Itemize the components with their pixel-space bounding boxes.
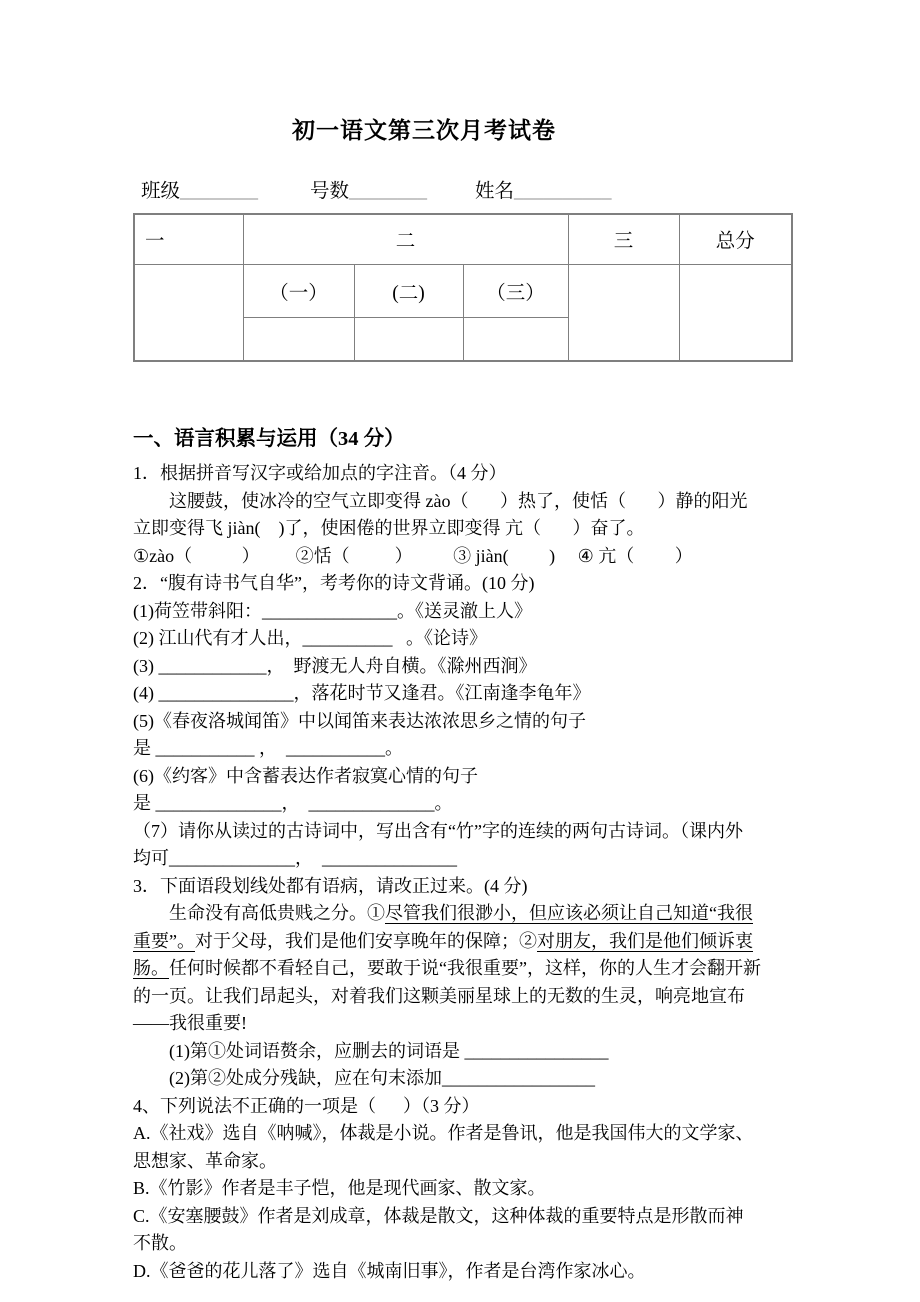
- text-line: D.《爸爸的花儿落了》选自《城南旧事》，作者是台湾作家冰心。: [133, 1260, 646, 1281]
- score-subheader-3: （三）: [463, 264, 568, 317]
- text-line: 立即变得飞 jiàn( )了，使困倦的世界立即变得 亢（ ）奋了。: [133, 518, 645, 538]
- score-cell-total-empty: [679, 264, 792, 361]
- text-line: 3．下面语段划线处都有语病，请改正过来。(4 分): [133, 875, 528, 896]
- section-heading: 一、语言积累与运用（34 分）: [133, 428, 405, 450]
- text-line: ①zào（ ） ②恬（ ） ③ jiàn( ) ④ 亢（ ）: [133, 545, 693, 566]
- underlined-text: 重要”。: [133, 930, 195, 951]
- score-cell-sub3-empty: [463, 317, 568, 361]
- underlined-text: 肠。: [133, 958, 169, 978]
- text-line: (5)《春夜洛城闻笛》中以闻笛来表达浓浓思乡之情的句子: [133, 710, 586, 731]
- text-line: 思想家、革命家。: [133, 1150, 277, 1171]
- text-line: ——我很重要!: [133, 1013, 247, 1033]
- text-line: A.《社戏》选自《呐喊》，体裁是小说。作者是鲁讯，他是我国伟大的文学家、: [133, 1123, 754, 1143]
- score-cell-sub2-empty: [354, 317, 463, 361]
- score-subheader-2: (二): [354, 264, 463, 317]
- text-line: [133, 955, 795, 983]
- text-line: (2)第②处成分残缺，应在句末添加_________________: [169, 1068, 595, 1088]
- text-line: (2) 江山代有才人出，__________ 。《论诗》: [133, 628, 487, 648]
- text-line: 是 ______________， ______________。: [133, 793, 453, 813]
- text-line: B.《竹影》作者是丰子恺，他是现代画家、散文家。: [133, 1178, 546, 1198]
- text-line: 4、下列说法不正确的一项是（ ）（3 分）: [133, 1095, 480, 1116]
- text-line: (4) _______________，落花时节又逢君。《江南逢李龟年》: [133, 683, 591, 703]
- text-line: C.《安塞腰鼓》作者是刘成章，体裁是散文，这种体裁的重要特点是形散而神: [133, 1205, 744, 1226]
- number-label: 号数: [310, 181, 350, 202]
- class-field: [141, 175, 258, 203]
- text-line: (6)《约客》中含蓄表达作者寂寞心情的句子: [133, 765, 478, 786]
- text-line: (1)荷笠带斜阳：_______________。《送灵澈上人》: [133, 600, 532, 621]
- text-line: (1)第①处词语赘余，应删去的词语是 ________________: [169, 1040, 609, 1061]
- score-header-part3: 三: [568, 214, 679, 264]
- text-line: (3) ____________， 野渡无人舟自横。《滁州西涧》: [133, 655, 537, 676]
- name-blank: __________: [514, 181, 612, 202]
- score-header-part1: 一: [134, 214, 243, 264]
- score-cell-part1-empty: [134, 264, 243, 361]
- number-blank: ________: [349, 181, 428, 202]
- class-label: 班级: [141, 181, 181, 202]
- text-segment: 任何时候都不看轻自己，要敢于说“我很重要”，这样，你的人生才会翻开新: [169, 958, 761, 978]
- text-line: [133, 900, 795, 928]
- text-line: 的一页。让我们昂起头，对着我们这颗美丽星球上的无数的生灵，响亮地宣布: [133, 985, 745, 1006]
- text-line: 是 ___________ ， ___________。: [133, 738, 403, 758]
- text-line: 均可______________， _______________: [133, 848, 457, 868]
- text-line: [133, 928, 795, 956]
- text-line: 不散。: [133, 1233, 187, 1253]
- score-header-total: 总分: [679, 214, 792, 264]
- text-segment: 生命没有高低贵贱之分。①: [169, 903, 385, 923]
- score-header-part2: 二: [243, 214, 568, 264]
- score-table: [133, 213, 793, 362]
- exam-body: [133, 424, 795, 1285]
- name-field: [475, 175, 612, 203]
- underlined-text: 对朋友，我们是他们倾诉衷: [537, 930, 753, 951]
- score-subheader-1: （一）: [243, 264, 354, 317]
- text-segment: 对于父母，我们是他们安享晚年的保障；②: [195, 930, 537, 951]
- class-blank: ________: [180, 181, 259, 202]
- text-line: 2．“腹有诗书气自华”，考考你的诗文背诵。(10 分): [133, 573, 535, 593]
- text-line: 1．根据拼音写汉字或给加点的字注音。（4 分）: [133, 463, 507, 483]
- page-title: 初一语文第三次月考试卷: [292, 118, 556, 143]
- student-info-line: [141, 175, 920, 203]
- number-field: [310, 175, 427, 203]
- name-label: 姓名: [475, 181, 515, 202]
- text-line: （7）请你从读过的古诗词中，写出含有“竹”字的连续的两句古诗词。（课内外: [133, 820, 743, 841]
- score-cell-sub1-empty: [243, 317, 354, 361]
- text-line: 这腰鼓，使冰冷的空气立即变得 zào（ ）热了，使恬（ ）静的阳光: [169, 490, 748, 511]
- score-cell-part3-empty: [568, 264, 679, 361]
- underlined-text: 尽管我们很渺小，但应该必须让自己知道“我很: [385, 903, 753, 923]
